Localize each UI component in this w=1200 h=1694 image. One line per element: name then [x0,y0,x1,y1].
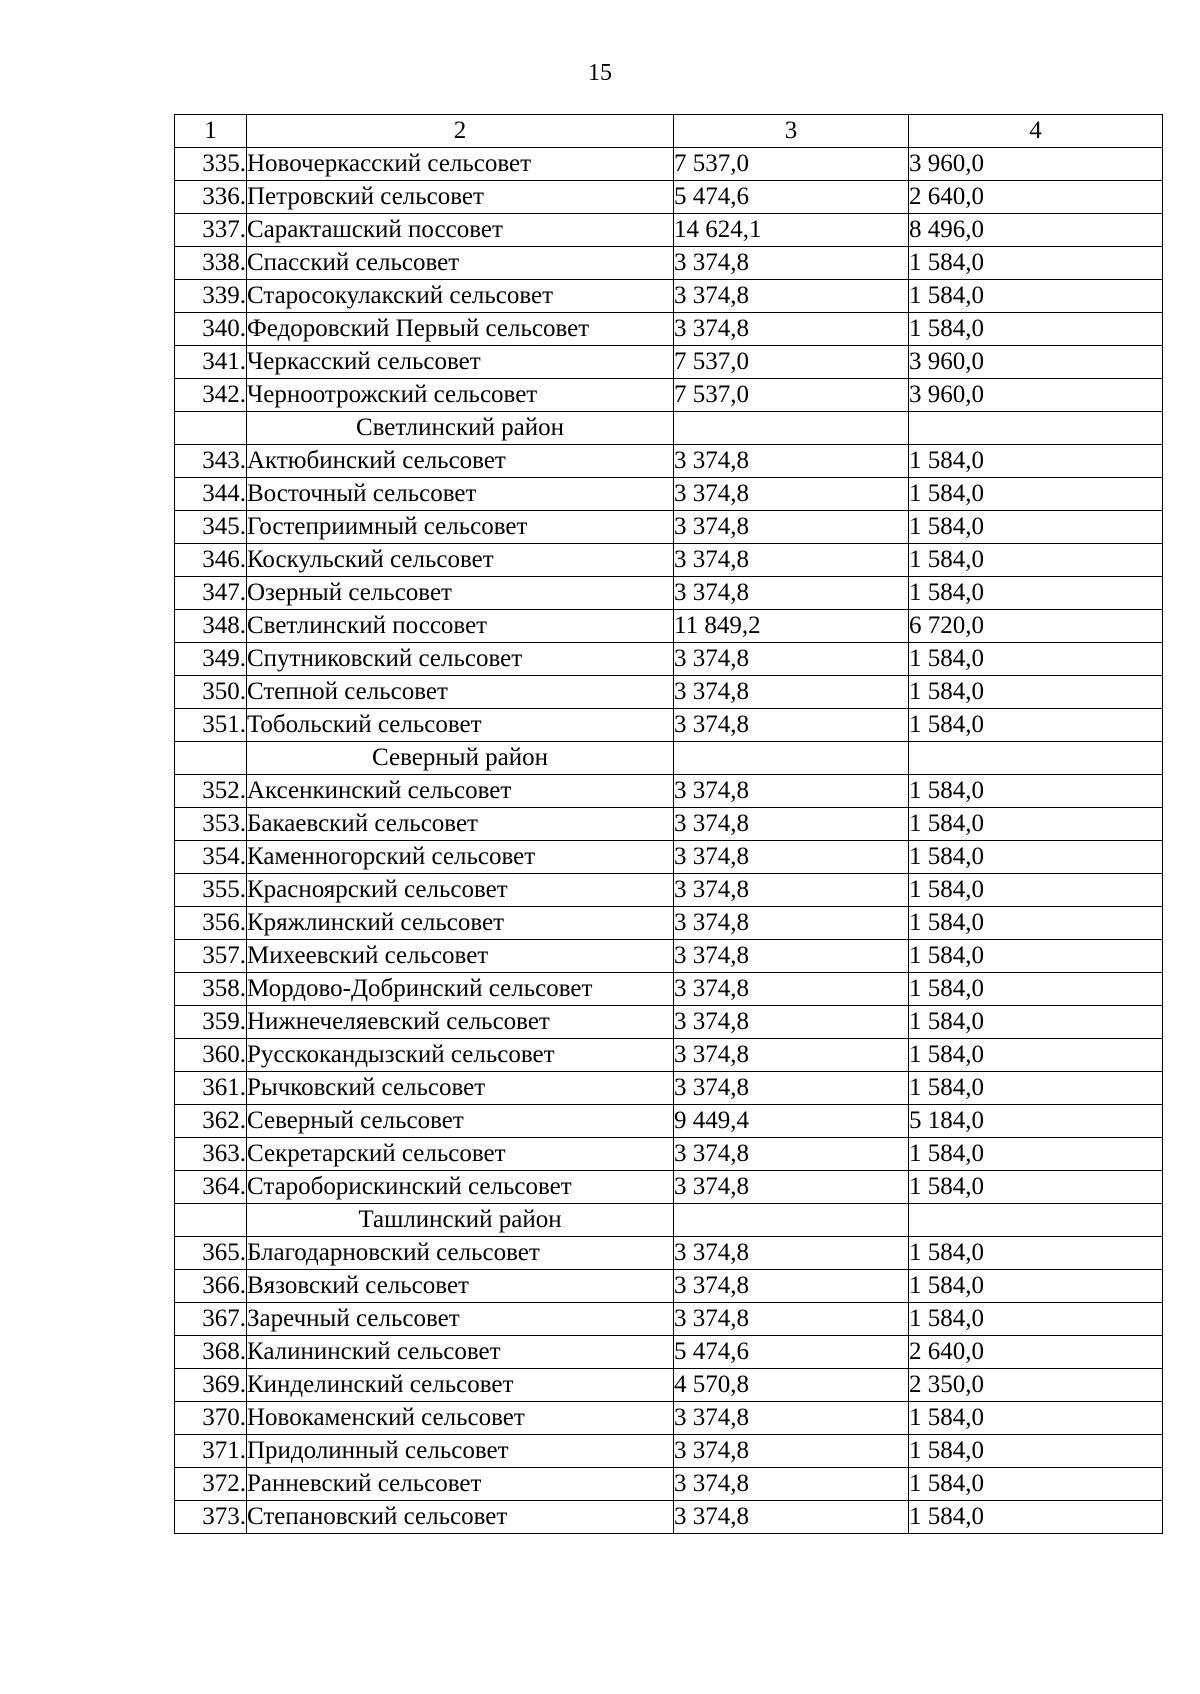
amount-col-3: 11 849,2 [674,610,909,643]
amount-col-3: 7 537,0 [674,148,909,181]
municipality-name: Саракташский поссовет [247,214,674,247]
municipality-name: Кряжлинский сельсовет [247,907,674,940]
amount-col-4: 1 584,0 [909,577,1163,610]
table-header-row [175,115,1163,148]
row-number: 373. [175,1501,247,1534]
row-number: 365. [175,1237,247,1270]
amount-col-4: 8 496,0 [909,214,1163,247]
amount-col-4: 1 584,0 [909,940,1163,973]
row-number: 371. [175,1435,247,1468]
row-number: 360. [175,1039,247,1072]
amount-col-4: 1 584,0 [909,313,1163,346]
table-row [175,1171,1163,1204]
table-row [175,544,1163,577]
header-col-4: 4 [909,115,1163,148]
amount-col-4: 1 584,0 [909,1468,1163,1501]
table-row [175,643,1163,676]
amount-col-4: 1 584,0 [909,511,1163,544]
amount-col-4: 2 640,0 [909,1336,1163,1369]
municipality-name: Озерный сельсовет [247,577,674,610]
amount-col-3: 3 374,8 [674,973,909,1006]
amount-col-3: 7 537,0 [674,346,909,379]
section-row [175,1204,1163,1237]
municipality-name: Актюбинский сельсовет [247,445,674,478]
municipality-name: Русскокандызский сельсовет [247,1039,674,1072]
row-number: 337. [175,214,247,247]
row-number: 350. [175,676,247,709]
amount-col-3: 3 374,8 [674,445,909,478]
table-row [175,1237,1163,1270]
table-row [175,808,1163,841]
section-empty-cell [674,1204,909,1237]
municipality-name: Черноотрожский сельсовет [247,379,674,412]
section-empty-cell [674,412,909,445]
table-row [175,940,1163,973]
municipality-name: Секретарский сельсовет [247,1138,674,1171]
table-row [175,1006,1163,1039]
row-number: 356. [175,907,247,940]
municipality-name: Вязовский сельсовет [247,1270,674,1303]
row-number: 372. [175,1468,247,1501]
municipality-name: Федоровский Первый сельсовет [247,313,674,346]
table-row [175,346,1163,379]
table-row [175,280,1163,313]
amount-col-3: 3 374,8 [674,1303,909,1336]
table-row [175,313,1163,346]
header-col-1: 1 [175,115,247,148]
amount-col-3: 3 374,8 [674,775,909,808]
amount-col-4: 1 584,0 [909,841,1163,874]
municipality-name: Коскульский сельсовет [247,544,674,577]
municipality-name: Тобольский сельсовет [247,709,674,742]
amount-col-3: 9 449,4 [674,1105,909,1138]
amount-col-4: 5 184,0 [909,1105,1163,1138]
header-col-2: 2 [247,115,674,148]
amount-col-4: 3 960,0 [909,148,1163,181]
amount-col-4: 1 584,0 [909,874,1163,907]
section-row [175,412,1163,445]
amount-col-3: 3 374,8 [674,1171,909,1204]
table-row [175,1336,1163,1369]
section-title: Ташлинский район [247,1204,674,1237]
amount-col-4: 1 584,0 [909,247,1163,280]
amount-col-3: 7 537,0 [674,379,909,412]
amount-col-4: 3 960,0 [909,346,1163,379]
amount-col-4: 1 584,0 [909,1006,1163,1039]
table-row [175,874,1163,907]
row-number: 343. [175,445,247,478]
municipality-name: Придолинный сельсовет [247,1435,674,1468]
section-row [175,742,1163,775]
section-empty-cell [909,412,1163,445]
amount-col-3: 3 374,8 [674,940,909,973]
table-row [175,907,1163,940]
amount-col-4: 1 584,0 [909,1171,1163,1204]
municipality-name: Степной сельсовет [247,676,674,709]
municipality-name: Старосокулакский сельсовет [247,280,674,313]
amount-col-4: 1 584,0 [909,1501,1163,1534]
page-number: 15 [588,60,612,86]
amount-col-4: 6 720,0 [909,610,1163,643]
amount-col-3: 5 474,6 [674,1336,909,1369]
amount-col-4: 1 584,0 [909,1039,1163,1072]
row-number: 367. [175,1303,247,1336]
section-num-cell [175,742,247,775]
municipality-name: Нижнечеляевский сельсовет [247,1006,674,1039]
row-number: 366. [175,1270,247,1303]
municipality-name: Ранневский сельсовет [247,1468,674,1501]
table-row [175,709,1163,742]
amount-col-3: 3 374,8 [674,1435,909,1468]
row-number: 336. [175,181,247,214]
table-row [175,1270,1163,1303]
amount-col-4: 1 584,0 [909,643,1163,676]
municipality-name: Черкасский сельсовет [247,346,674,379]
amount-col-4: 1 584,0 [909,1435,1163,1468]
row-number: 345. [175,511,247,544]
amount-col-3: 3 374,8 [674,1072,909,1105]
table-row [175,775,1163,808]
municipality-name: Калининский сельсовет [247,1336,674,1369]
table-row [175,181,1163,214]
municipality-name: Бакаевский сельсовет [247,808,674,841]
municipality-name: Новокаменский сельсовет [247,1402,674,1435]
section-num-cell [175,1204,247,1237]
section-empty-cell [909,742,1163,775]
table-row [175,1105,1163,1138]
section-num-cell [175,412,247,445]
table-row [175,1402,1163,1435]
table-row [175,478,1163,511]
row-number: 362. [175,1105,247,1138]
municipality-name: Михеевский сельсовет [247,940,674,973]
amount-col-3: 3 374,8 [674,1501,909,1534]
amount-col-3: 3 374,8 [674,313,909,346]
municipality-name: Красноярский сельсовет [247,874,674,907]
amount-col-3: 5 474,6 [674,181,909,214]
table-row [175,214,1163,247]
amount-col-3: 3 374,8 [674,478,909,511]
municipality-name: Каменногорский сельсовет [247,841,674,874]
amount-col-4: 1 584,0 [909,775,1163,808]
amount-col-4: 1 584,0 [909,709,1163,742]
amount-col-3: 4 570,8 [674,1369,909,1402]
amount-col-4: 1 584,0 [909,1138,1163,1171]
amount-col-3: 3 374,8 [674,280,909,313]
amount-col-3: 3 374,8 [674,808,909,841]
amount-col-3: 3 374,8 [674,511,909,544]
municipality-name: Рычковский сельсовет [247,1072,674,1105]
row-number: 353. [175,808,247,841]
municipality-name: Заречный сельсовет [247,1303,674,1336]
amount-col-4: 1 584,0 [909,445,1163,478]
row-number: 370. [175,1402,247,1435]
amount-col-4: 1 584,0 [909,1237,1163,1270]
table-row [175,1072,1163,1105]
amount-col-3: 3 374,8 [674,1237,909,1270]
amount-col-4: 1 584,0 [909,544,1163,577]
amount-col-4: 1 584,0 [909,973,1163,1006]
municipality-name: Степановский сельсовет [247,1501,674,1534]
table-row [175,247,1163,280]
row-number: 335. [175,148,247,181]
municipality-name: Гостеприимный сельсовет [247,511,674,544]
section-empty-cell [909,1204,1163,1237]
row-number: 352. [175,775,247,808]
table-row [175,577,1163,610]
table-row [175,511,1163,544]
table-row [175,445,1163,478]
municipality-name: Благодарновский сельсовет [247,1237,674,1270]
amount-col-3: 3 374,8 [674,643,909,676]
row-number: 359. [175,1006,247,1039]
amount-col-3: 3 374,8 [674,1006,909,1039]
section-title: Светлинский район [247,412,674,445]
row-number: 355. [175,874,247,907]
table-row [175,1501,1163,1534]
row-number: 351. [175,709,247,742]
row-number: 364. [175,1171,247,1204]
table-row [175,148,1163,181]
row-number: 339. [175,280,247,313]
row-number: 346. [175,544,247,577]
row-number: 354. [175,841,247,874]
section-title: Северный район [247,742,674,775]
row-number: 361. [175,1072,247,1105]
table-row [175,1468,1163,1501]
municipality-name: Аксенкинский сельсовет [247,775,674,808]
row-number: 347. [175,577,247,610]
row-number: 342. [175,379,247,412]
amount-col-4: 2 640,0 [909,181,1163,214]
table-row [175,379,1163,412]
amount-col-4: 1 584,0 [909,1402,1163,1435]
amount-col-4: 1 584,0 [909,907,1163,940]
row-number: 348. [175,610,247,643]
amount-col-3: 3 374,8 [674,907,909,940]
row-number: 338. [175,247,247,280]
row-number: 369. [175,1369,247,1402]
amount-col-4: 1 584,0 [909,1270,1163,1303]
table-row [175,610,1163,643]
amount-col-3: 3 374,8 [674,1468,909,1501]
municipality-name: Светлинский поссовет [247,610,674,643]
amount-col-3: 14 624,1 [674,214,909,247]
amount-col-3: 3 374,8 [674,676,909,709]
amount-col-3: 3 374,8 [674,247,909,280]
amount-col-4: 1 584,0 [909,478,1163,511]
row-number: 340. [175,313,247,346]
row-number: 358. [175,973,247,1006]
amount-col-3: 3 374,8 [674,1402,909,1435]
table-row [175,1435,1163,1468]
table-row [175,973,1163,1006]
municipality-name: Кинделинский сельсовет [247,1369,674,1402]
municipality-name: Староборискинский сельсовет [247,1171,674,1204]
table-row [175,1138,1163,1171]
header-col-3: 3 [674,115,909,148]
amount-col-4: 1 584,0 [909,1303,1163,1336]
amount-col-3: 3 374,8 [674,841,909,874]
table-row [175,676,1163,709]
amount-col-3: 3 374,8 [674,544,909,577]
section-empty-cell [674,742,909,775]
municipality-name: Северный сельсовет [247,1105,674,1138]
row-number: 341. [175,346,247,379]
table-body [175,148,1163,1534]
row-number: 357. [175,940,247,973]
amount-col-3: 3 374,8 [674,874,909,907]
amount-col-4: 1 584,0 [909,280,1163,313]
municipality-name: Мордово-Добринский сельсовет [247,973,674,1006]
amount-col-4: 1 584,0 [909,676,1163,709]
row-number: 368. [175,1336,247,1369]
amount-col-4: 3 960,0 [909,379,1163,412]
municipality-name: Новочеркасский сельсовет [247,148,674,181]
table-row [175,1303,1163,1336]
amount-col-3: 3 374,8 [674,1270,909,1303]
amount-col-4: 1 584,0 [909,808,1163,841]
table-row [175,841,1163,874]
amount-col-4: 2 350,0 [909,1369,1163,1402]
table-row [175,1039,1163,1072]
amount-col-3: 3 374,8 [674,1138,909,1171]
amount-col-3: 3 374,8 [674,577,909,610]
table-row [175,1369,1163,1402]
municipality-name: Восточный сельсовет [247,478,674,511]
amount-col-4: 1 584,0 [909,1072,1163,1105]
municipality-name: Спутниковский сельсовет [247,643,674,676]
allocation-table [174,114,1163,1534]
row-number: 344. [175,478,247,511]
municipality-name: Спасский сельсовет [247,247,674,280]
municipality-name: Петровский сельсовет [247,181,674,214]
row-number: 349. [175,643,247,676]
row-number: 363. [175,1138,247,1171]
amount-col-3: 3 374,8 [674,709,909,742]
amount-col-3: 3 374,8 [674,1039,909,1072]
